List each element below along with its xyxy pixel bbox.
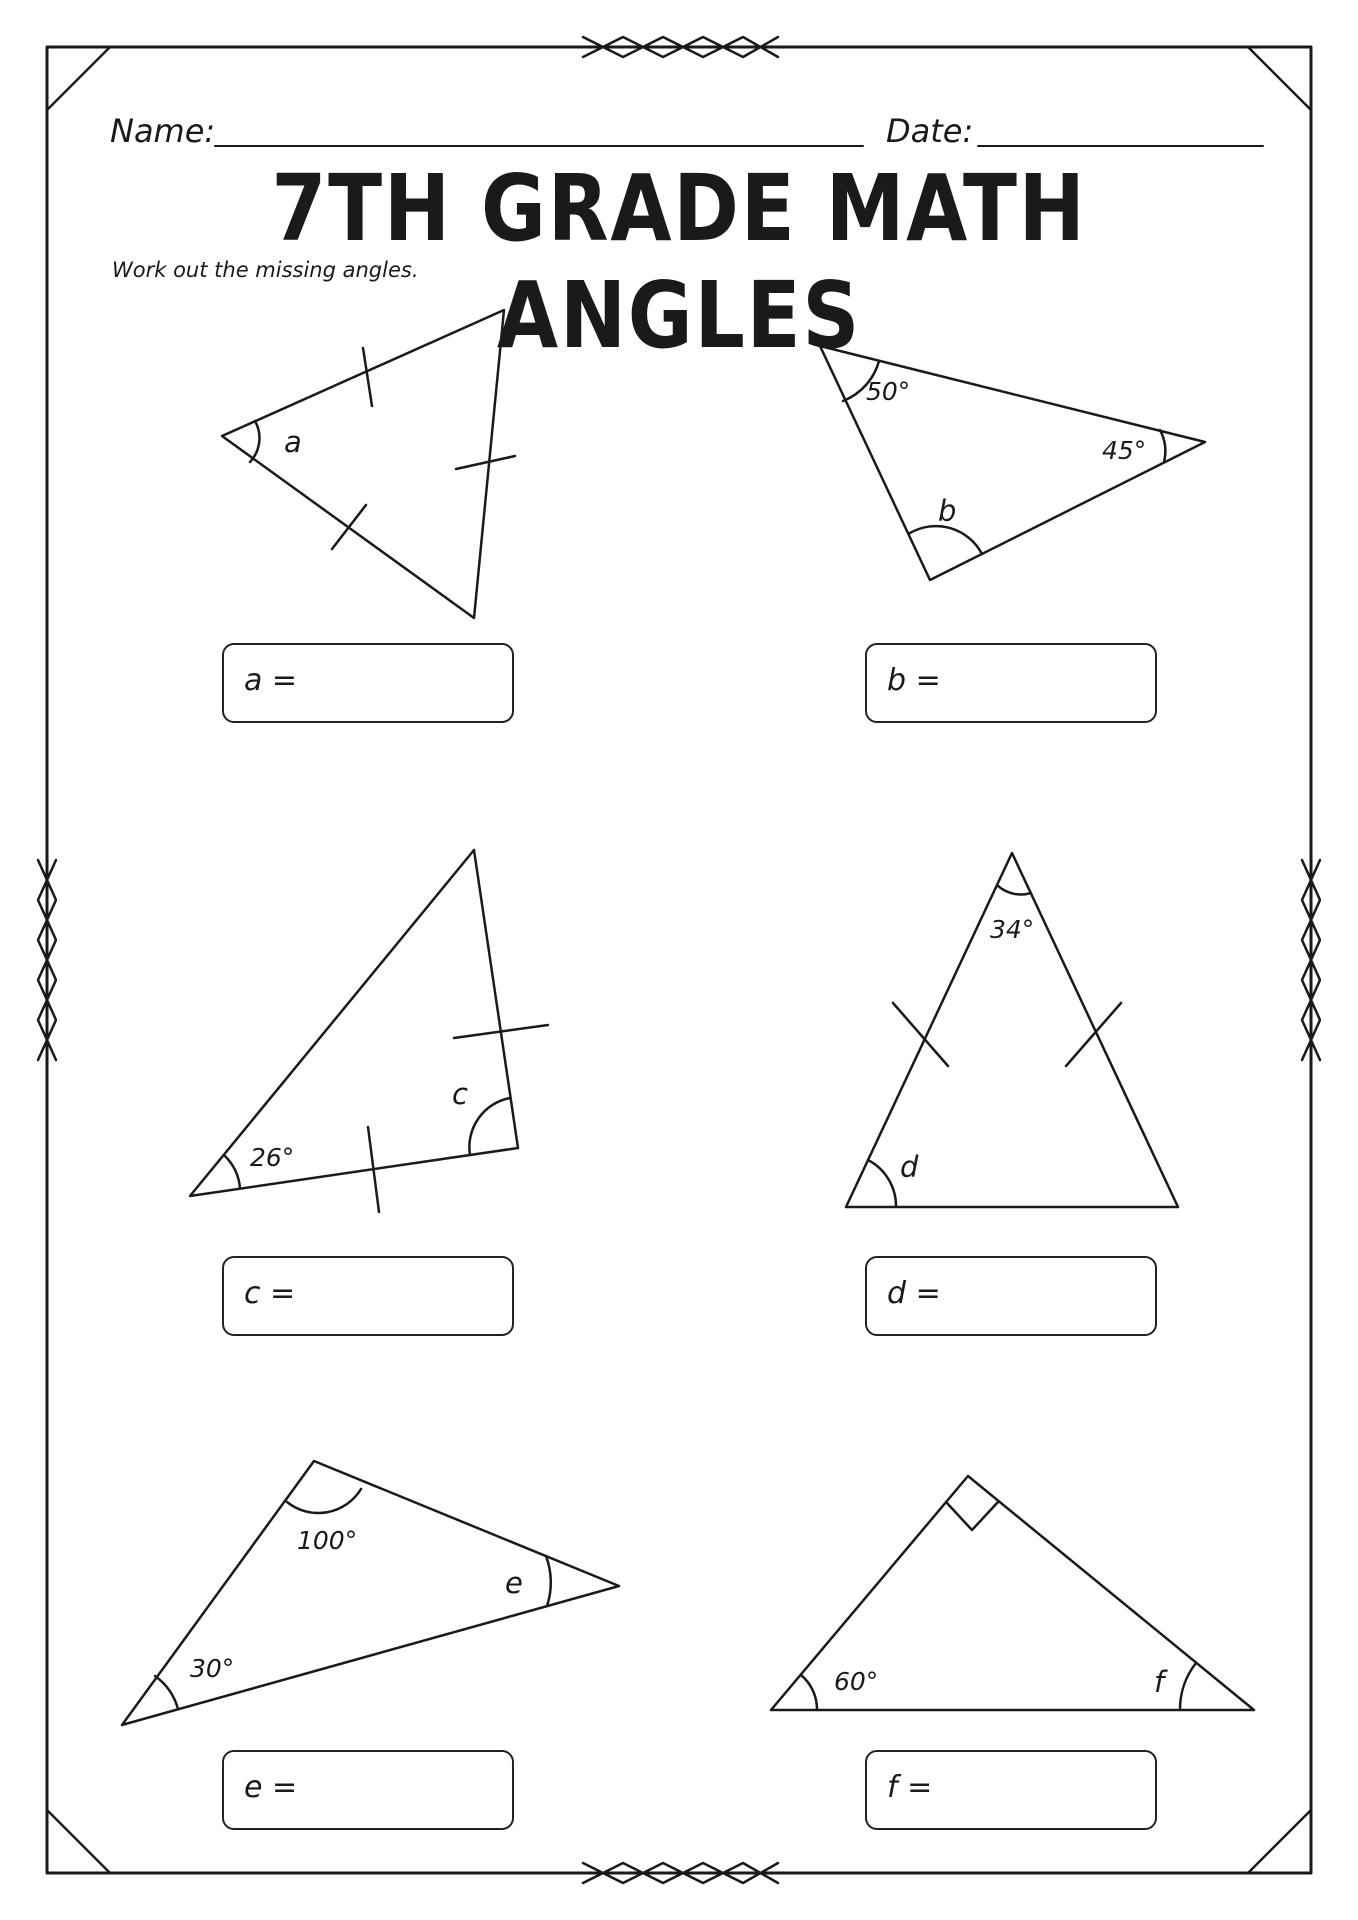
angle-arc-c xyxy=(469,1098,510,1155)
unknown-angle-label: c xyxy=(452,1077,468,1111)
triangle-e xyxy=(122,1461,619,1725)
unknown-angle-label: e xyxy=(505,1566,523,1600)
answer-label: d = xyxy=(887,1276,941,1311)
corner-decoration-tr xyxy=(1248,47,1311,110)
answer-label: f = xyxy=(887,1770,933,1805)
angle-arc-f xyxy=(1180,1663,1196,1710)
angle-label: 100° xyxy=(297,1526,358,1555)
answer-label: c = xyxy=(244,1276,296,1311)
name-label: Name: xyxy=(110,112,216,150)
answer-box-e[interactable] xyxy=(222,1750,514,1830)
angle-label: 30° xyxy=(190,1654,235,1683)
tick-mark xyxy=(332,505,366,549)
unknown-angle-label: d xyxy=(900,1150,919,1184)
answer-box-f[interactable] xyxy=(865,1750,1157,1830)
angle-arc-d xyxy=(868,1160,896,1207)
date-label: Date: xyxy=(886,112,974,150)
angle-label: 26° xyxy=(250,1143,295,1172)
angle-arc-30 xyxy=(155,1676,178,1709)
answer-label: e = xyxy=(244,1770,298,1805)
angle-arc-60 xyxy=(801,1675,817,1710)
angle-label: 34° xyxy=(990,915,1035,944)
answer-label: b = xyxy=(887,663,941,698)
angle-arc-100 xyxy=(287,1489,361,1513)
instructions: Work out the missing angles. xyxy=(112,258,419,282)
angle-arc-45 xyxy=(1160,430,1165,462)
tick-mark xyxy=(893,1003,948,1066)
triangle-d xyxy=(846,853,1178,1207)
answer-box-b[interactable] xyxy=(865,643,1157,723)
angle-arc-26 xyxy=(225,1156,240,1188)
angle-arc-34 xyxy=(997,885,1031,894)
right-angle-marker xyxy=(946,1502,998,1530)
angle-label: 60° xyxy=(834,1667,879,1696)
tick-mark xyxy=(456,456,515,469)
unknown-angle-label: b xyxy=(938,494,957,528)
page-title: 7TH GRADE MATH ANGLES xyxy=(271,155,1087,369)
unknown-angle-label: a xyxy=(284,425,302,459)
answer-box-c[interactable] xyxy=(222,1256,514,1336)
answer-box-d[interactable] xyxy=(865,1256,1157,1336)
corner-decoration-tl xyxy=(47,47,110,110)
corner-decoration-bl xyxy=(47,1810,110,1873)
answer-box-a[interactable] xyxy=(222,643,514,723)
angle-arc-e xyxy=(546,1556,551,1606)
angle-label: 45° xyxy=(1102,436,1147,465)
angle-label: 50° xyxy=(866,377,911,406)
angle-arc-b xyxy=(910,526,982,554)
answer-label: a = xyxy=(244,663,298,698)
unknown-angle-label: f xyxy=(1154,1665,1165,1699)
corner-decoration-br xyxy=(1248,1810,1311,1873)
tick-mark xyxy=(1066,1003,1121,1066)
